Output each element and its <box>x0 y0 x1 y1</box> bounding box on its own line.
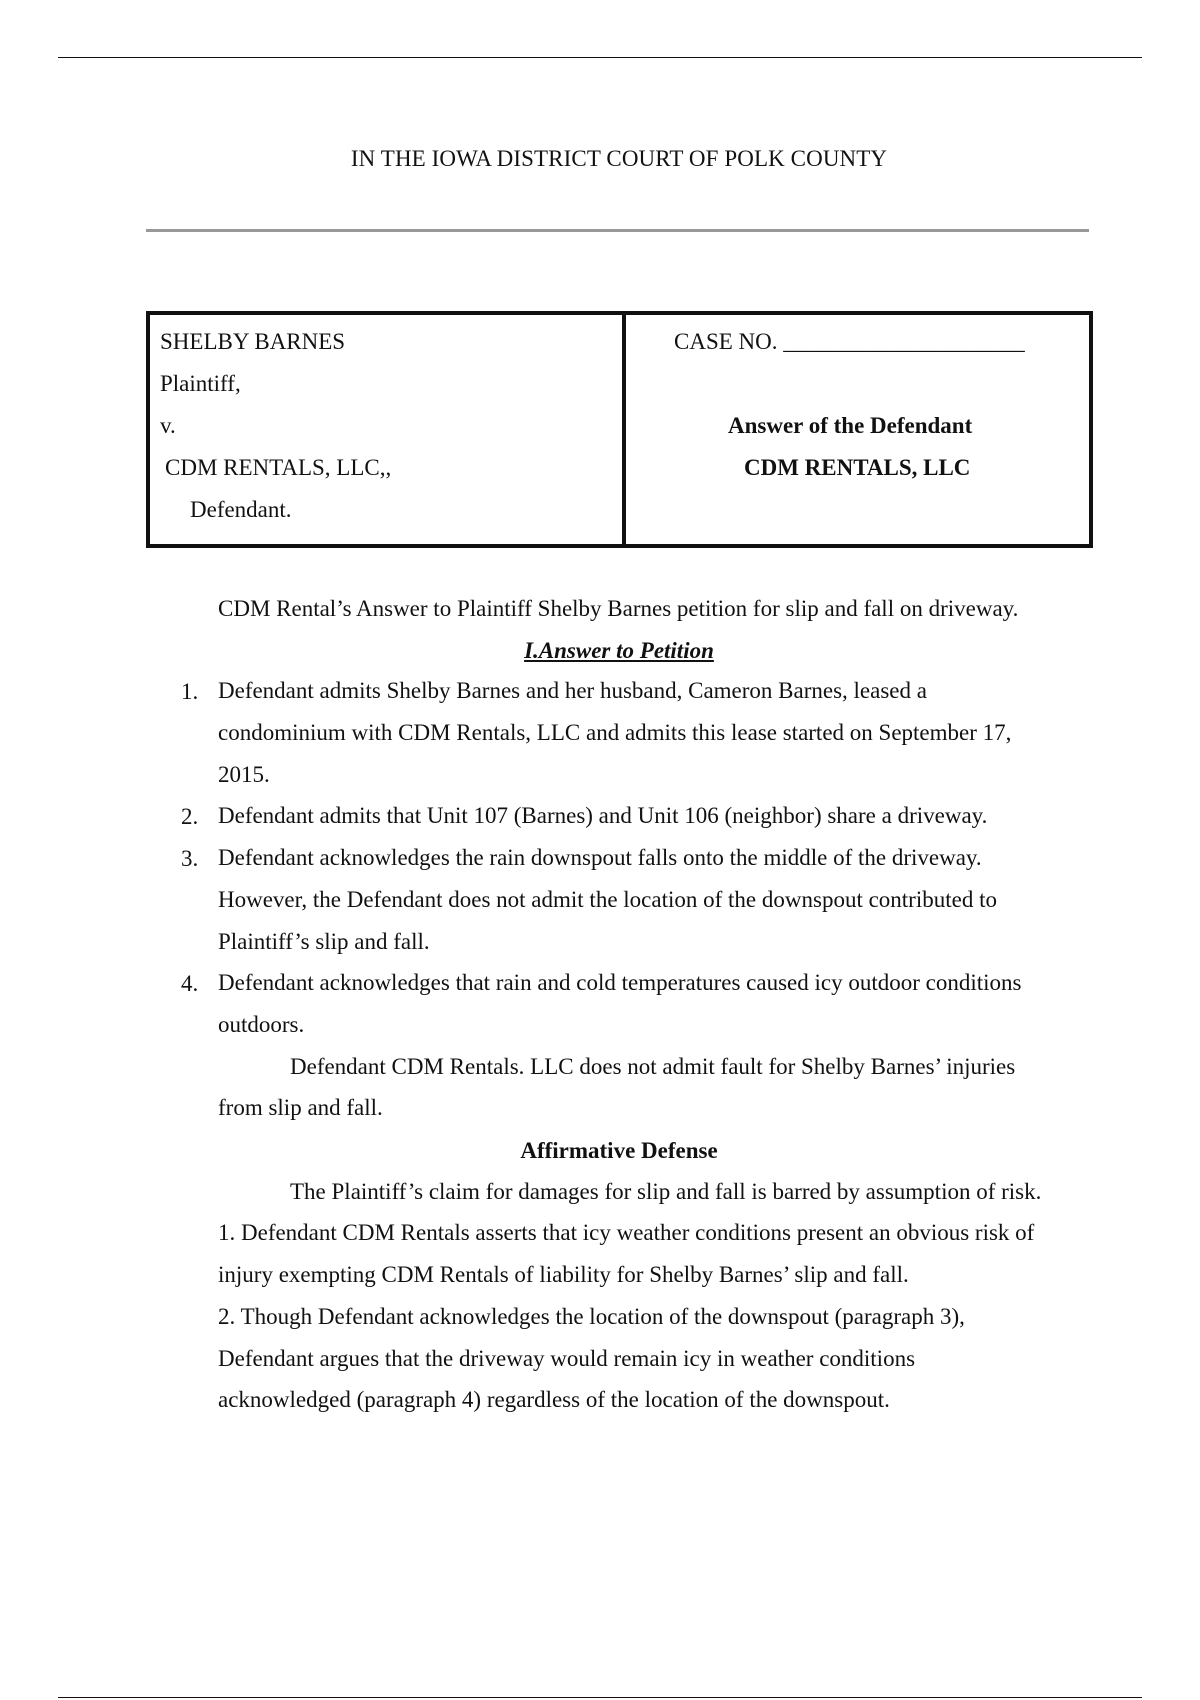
list-item-number: 1. <box>181 679 199 704</box>
list-item-line: condominium with CDM Rentals, LLC and admits this lease started on September 17, <box>218 720 1012 745</box>
list-item-number: 2. <box>181 804 199 829</box>
section-heading-answer <box>0 638 1200 664</box>
section-heading-affirmative-defense: Affirmative Defense <box>520 1138 718 1163</box>
versus-label: v. <box>160 413 176 438</box>
list-item-line: 2015. <box>218 762 270 787</box>
affirmative-defense-line: 1. Defendant CDM Rentals asserts that icy weather conditions present an obvious risk of <box>218 1220 1035 1245</box>
no-fault-statement-line2: from slip and fall. <box>218 1095 383 1120</box>
section-heading-answer-text: I.Answer to Petition <box>524 638 714 663</box>
court-title: IN THE IOWA DISTRICT COURT OF POLK COUNTY <box>350 146 888 171</box>
intro-paragraph: CDM Rental’s Answer to Plaintiff Shelby Barnes petition for slip and fall on driveway. <box>218 596 1019 621</box>
defendant-label: Defendant. <box>190 497 292 522</box>
plaintiff-name: SHELBY BARNES <box>160 329 346 354</box>
plaintiff-label: Plaintiff, <box>160 371 241 396</box>
bottom-rule <box>58 1697 1142 1698</box>
case-caption-box <box>146 311 1093 548</box>
document-title-line2: CDM RENTALS, LLC <box>744 455 971 480</box>
affirmative-defense-line: acknowledged (paragraph 4) regardless of the location of the downspout. <box>218 1387 890 1412</box>
document-title-line1: Answer of the Defendant <box>728 413 973 438</box>
list-item-line: outdoors. <box>218 1012 305 1037</box>
list-item-line: However, the Defendant does not admit the location of the downspout contributed to <box>218 887 997 912</box>
affirmative-defense-line: injury exempting CDM Rentals of liability for Shelby Barnes’ slip and fall. <box>218 1262 909 1287</box>
caption-parties <box>150 315 626 544</box>
affirmative-defense-line: 2. Though Defendant acknowledges the location of the downspout (paragraph 3), <box>218 1304 965 1329</box>
list-item-line: Defendant admits that Unit 107 (Barnes) and Unit 106 (neighbor) share a driveway. <box>218 803 988 828</box>
case-number: CASE NO. _____________________ <box>674 329 1025 354</box>
list-item-number: 4. <box>181 971 199 996</box>
caption-document-info <box>626 315 1089 544</box>
affirmative-defense-intro: The Plaintiff’s claim for damages for slip and fall is barred by assumption of risk. <box>290 1179 1042 1204</box>
affirmative-defense-line: Defendant argues that the driveway would remain icy in weather conditions <box>218 1346 916 1371</box>
list-item-line: Defendant acknowledges that rain and cold temperatures caused icy outdoor conditions <box>218 970 1022 995</box>
list-item-line: Plaintiff’s slip and fall. <box>218 929 430 954</box>
header-divider <box>146 229 1089 232</box>
list-item-number: 3. <box>181 846 199 871</box>
top-rule <box>58 57 1142 58</box>
defendant-name: CDM RENTALS, LLC,, <box>165 455 392 480</box>
list-item-line: Defendant admits Shelby Barnes and her husband, Cameron Barnes, leased a <box>218 678 927 703</box>
list-item-line: Defendant acknowledges the rain downspout falls onto the middle of the driveway. <box>218 845 982 870</box>
no-fault-statement-line1: Defendant CDM Rentals. LLC does not admit fault for Shelby Barnes’ injuries <box>290 1054 1016 1079</box>
